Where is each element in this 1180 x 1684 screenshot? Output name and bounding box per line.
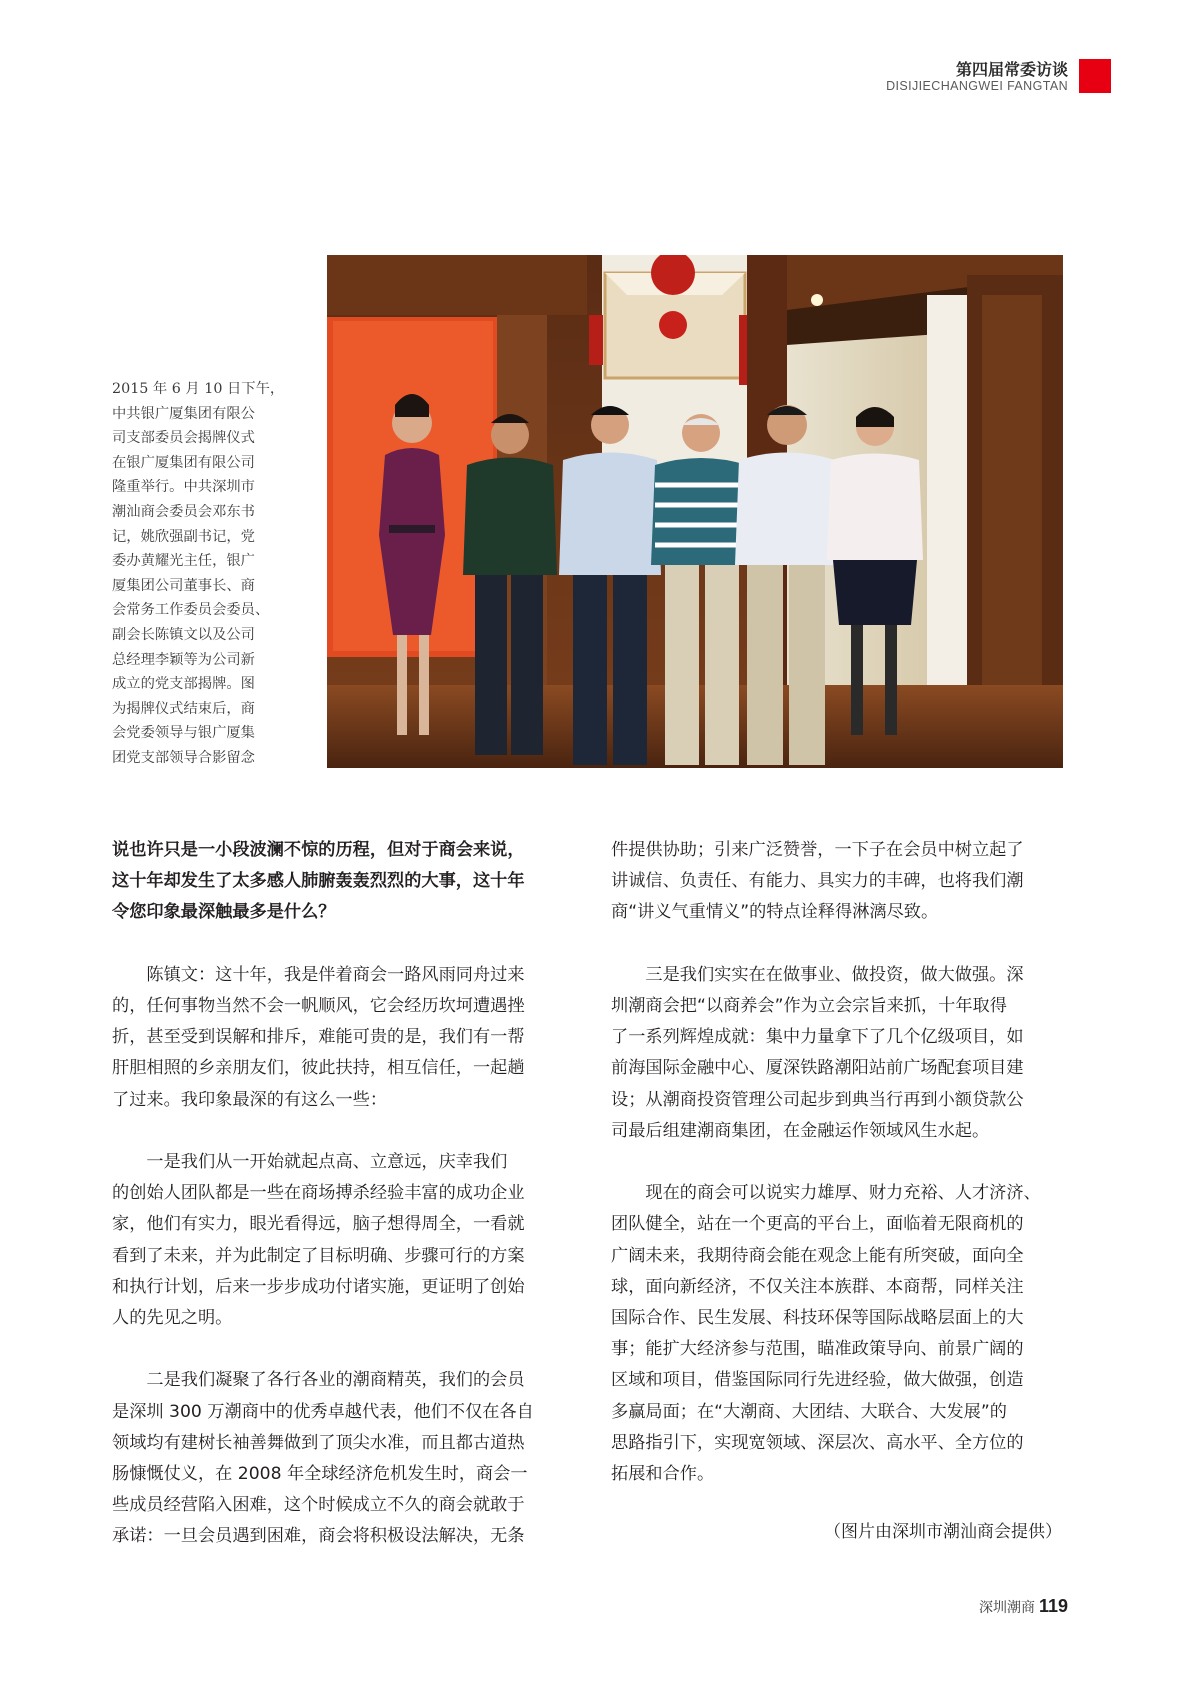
caption-line: 委办黄耀光主任，银广 (112, 553, 255, 570)
text-line: 二是我们凝聚了各行各业的潮商精英，我们的会员 (146, 1370, 525, 1391)
text-line: 团队健全，站在一个更高的平台上，面临着无限商机的 (611, 1214, 1024, 1235)
text-line: 的，任何事物当然不会一帆顺风，它会经历坎坷遭遇挫 (112, 996, 525, 1016)
text-line: 件提供协助；引来广泛赞誉，一下子在会员中树立起了 (611, 840, 1024, 860)
answer-paragraph-5 (611, 1178, 1065, 1490)
section-title: 第四届常委访谈 (955, 60, 1068, 79)
text-line: 肝胆相照的乡亲朋友们，彼此扶持，相互信任，一起趟 (112, 1058, 525, 1079)
text-line: 事；能扩大经济参与范围，瞄准政策导向、前景广阔的 (611, 1339, 1024, 1360)
text-line: 一是我们从一开始就起点高、立意远，庆幸我们 (146, 1152, 508, 1172)
caption-line: 会常务工作委员会委员、 (112, 602, 270, 619)
caption-line: 为揭牌仪式结束后，商 (112, 700, 255, 717)
answer-paragraph-3 (112, 1365, 566, 1552)
caption-line: 中共银广厦集团有限公 (112, 405, 255, 422)
group-photo (327, 255, 1063, 768)
magazine-name: 深圳潮商 (978, 1600, 1035, 1616)
answer-paragraph-1 (112, 960, 566, 1116)
text-line: 区域和项目，借鉴国际同行先进经验，做大做强，创造 (611, 1370, 1024, 1391)
text-line: 领域均有建树长袖善舞做到了顶尖水准，而且都古道热 (112, 1432, 525, 1453)
text-line: 肠慷慨仗义，在 2008 年全球经济危机发生时，商会一 (112, 1464, 528, 1485)
caption-line: 2015 年 6 月 10 日下午， (112, 381, 285, 397)
text-line: 设；从潮商投资管理公司起步到典当行再到小额贷款公 (611, 1089, 1024, 1110)
text-line: 商“讲义气重情义”的特点诠释得淋漓尽致。 (611, 902, 939, 923)
page-number: 119 (1038, 1596, 1068, 1616)
text-line: 看到了未来，并为此制定了目标明确、步骤可行的方案 (112, 1245, 525, 1266)
caption-line: 隆重举行。中共深圳市 (112, 479, 255, 496)
text-line: 前海国际金融中心、厦深铁路潮阳站前广场配套项目建 (611, 1058, 1024, 1079)
caption-line: 在银广厦集团有限公司 (112, 454, 255, 471)
text-line: 圳潮商会把“以商养会”作为立会宗旨来抓，十年取得 (611, 996, 1007, 1016)
answer-paragraph-2 (112, 1147, 566, 1334)
text-line: 人的先见之明。 (112, 1308, 233, 1329)
text-line: 国际合作、民生发展、科技环保等国际战略层面上的大 (611, 1308, 1024, 1329)
red-tab-marker (1079, 59, 1111, 93)
caption-line: 潮汕商会委员会邓东书 (112, 503, 255, 520)
text-line: 说也许只是一小段波澜不惊的历程，但对于商会来说， (112, 840, 525, 860)
caption-line: 副会长陈镇文以及公司 (112, 626, 255, 643)
text-line: 思路指引下，实现宽领域、深层次、高水平、全方位的 (611, 1432, 1024, 1453)
interview-question (112, 835, 566, 929)
text-line: 些成员经营陷入困难，这个时候成立不久的商会就敢于 (112, 1495, 525, 1516)
section-subtitle: DISIJIECHANGWEI FANGTAN (886, 79, 1068, 93)
text-line: 三是我们实实在在做事业、做投资，做大做强。深 (645, 964, 1024, 985)
text-line: 球，面向新经济，不仅关注本族群、本商帮，同样关注 (611, 1276, 1024, 1297)
text-line: 是深圳 300 万潮商中的优秀卓越代表，他们不仅在各自 (112, 1401, 534, 1422)
text-line: 司最后组建潮商集团，在金融运作领域风生水起。 (611, 1120, 990, 1141)
text-line: 令您印象最深触最多是什么？ (112, 902, 336, 923)
answer-paragraph-4 (611, 960, 1065, 1147)
answer-paragraph-3-continued (611, 835, 1065, 929)
caption-line: 总经理李颖等为公司新 (112, 651, 255, 668)
caption-line: 记，姚欣强副书记，党 (112, 528, 255, 545)
text-line: 折，甚至受到误解和排斥，难能可贵的是，我们有一帮 (112, 1027, 525, 1048)
text-line: 讲诚信、负责任、有能力、具实力的丰碑，也将我们潮 (611, 871, 1024, 892)
text-line: 承诺：一旦会员遇到困难，商会将积极设法解决，无条 (112, 1526, 525, 1547)
text-line: 拓展和合作。 (611, 1464, 715, 1485)
caption-line: 司支部委员会揭牌仪式 (112, 430, 255, 447)
text-line: 多赢局面；在“大潮商、大团结、大联合、大发展”的 (611, 1401, 1007, 1422)
text-line: 广阔未来，我期待商会能在观念上能有所突破，面向全 (611, 1245, 1024, 1266)
text-line: 现在的商会可以说实力雄厚、财力充裕、人才济济、 (645, 1183, 1041, 1204)
text-line: 了过来。我印象最深的有这么一些： (112, 1089, 388, 1110)
page-footer (979, 1596, 1068, 1617)
photo-credit: （图片由深圳市潮汕商会提供） (824, 1522, 1062, 1542)
right-column (611, 835, 1065, 1490)
text-line: 的创始人团队都是一些在商场搏杀经验丰富的成功企业 (112, 1183, 525, 1204)
text-line: 这十年却发生了太多感人肺腑轰轰烈烈的大事，这十年 (112, 871, 525, 892)
caption-line: 成立的党支部揭牌。图 (112, 676, 255, 693)
text-line: 家，他们有实力，眼光看得远，脑子想得周全，一看就 (112, 1214, 525, 1235)
text-line: 了一系列辉煌成就：集中力量拿下了几个亿级项目，如 (611, 1027, 1024, 1048)
caption-line: 团党支部领导合影留念 (112, 749, 255, 766)
text-line: 陈镇文：这十年，我是伴着商会一路风雨同舟过来 (146, 964, 525, 985)
left-column (112, 835, 566, 1553)
text-line: 和执行计划，后来一步步成功付诸实施，更证明了创始 (112, 1276, 525, 1297)
caption-line: 会党委领导与银广厦集 (112, 725, 255, 742)
photo-caption (112, 377, 302, 771)
caption-line: 厦集团公司董事长、商 (112, 577, 255, 594)
